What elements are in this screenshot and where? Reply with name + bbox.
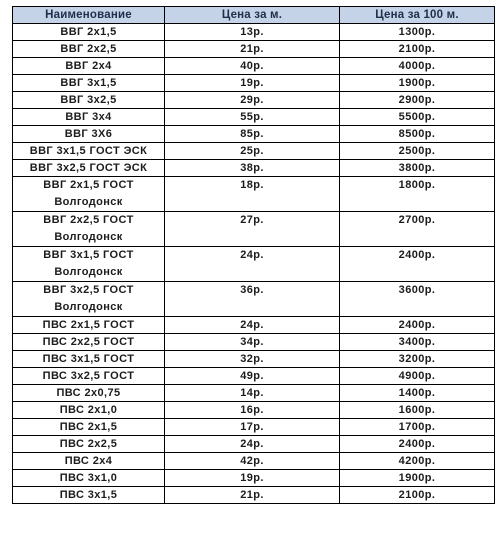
product-name-cell: ВВГ 3х2,5 [13, 92, 165, 109]
table-row [13, 453, 495, 470]
table-row [13, 24, 495, 41]
price-per-m-cell: 27р. [165, 212, 340, 247]
product-name-cell: ВВГ 3х1,5 [13, 75, 165, 92]
price-per-m-cell: 21р. [165, 487, 340, 504]
price-per-m-cell: 85р. [165, 126, 340, 143]
product-name-cell: ПВС 3х1,0 [13, 470, 165, 487]
header-row [13, 7, 495, 24]
table-row [13, 92, 495, 109]
product-name-cell: ВВГ 2х2,5 [13, 41, 165, 58]
price-per-100m-cell: 3200р. [340, 351, 495, 368]
product-name-cell: ВВГ 3х4 [13, 109, 165, 126]
table-row [13, 317, 495, 334]
price-per-m-cell: 36р. [165, 282, 340, 317]
product-name-cell: ПВС 3х1,5 ГОСТ [13, 351, 165, 368]
header-price-per-100m: Цена за 100 м. [340, 7, 495, 24]
table-row [13, 177, 495, 212]
product-name-cell: ВВГ 3х1,5 ГОСТ ЭСК [13, 143, 165, 160]
price-per-m-cell: 24р. [165, 436, 340, 453]
price-per-100m-cell: 2900р. [340, 92, 495, 109]
table-row [13, 58, 495, 75]
table-row [13, 419, 495, 436]
price-per-m-cell: 14р. [165, 385, 340, 402]
price-per-m-cell: 17р. [165, 419, 340, 436]
product-name-cell: ПВС 2х4 [13, 453, 165, 470]
price-per-100m-cell: 4000р. [340, 58, 495, 75]
product-name-cell: ВВГ 3х1,5 ГОСТ Волгодонск [13, 247, 165, 282]
product-name-cell: ВВГ 3х2,5 ГОСТ ЭСК [13, 160, 165, 177]
price-per-m-cell: 19р. [165, 75, 340, 92]
price-per-m-cell: 16р. [165, 402, 340, 419]
product-name-cell: ВВГ 2х1,5 [13, 24, 165, 41]
price-per-m-cell: 25р. [165, 143, 340, 160]
price-per-100m-cell: 1300р. [340, 24, 495, 41]
product-name-cell: ПВС 2х1,0 [13, 402, 165, 419]
price-per-100m-cell: 1700р. [340, 419, 495, 436]
price-per-100m-cell: 5500р. [340, 109, 495, 126]
table-row [13, 109, 495, 126]
price-per-100m-cell: 4900р. [340, 368, 495, 385]
product-name-cell: ВВГ 2х2,5 ГОСТ Волгодонск [13, 212, 165, 247]
price-per-m-cell: 40р. [165, 58, 340, 75]
price-per-m-cell: 24р. [165, 247, 340, 282]
table-row [13, 212, 495, 247]
table-row [13, 143, 495, 160]
price-per-100m-cell: 2400р. [340, 247, 495, 282]
table-row [13, 334, 495, 351]
product-name-cell: ПВС 2х0,75 [13, 385, 165, 402]
price-per-m-cell: 29р. [165, 92, 340, 109]
table-row [13, 160, 495, 177]
product-name-cell: ВВГ 3х2,5 ГОСТ Волгодонск [13, 282, 165, 317]
price-list-sheet [12, 6, 494, 504]
price-per-100m-cell: 1900р. [340, 470, 495, 487]
price-per-m-cell: 19р. [165, 470, 340, 487]
price-per-m-cell: 55р. [165, 109, 340, 126]
price-per-100m-cell: 1800р. [340, 177, 495, 212]
price-per-m-cell: 34р. [165, 334, 340, 351]
price-per-m-cell: 24р. [165, 317, 340, 334]
price-per-m-cell: 49р. [165, 368, 340, 385]
product-name-cell: ПВС 2х2,5 ГОСТ [13, 334, 165, 351]
header-price-per-m: Цена за м. [165, 7, 340, 24]
price-per-100m-cell: 2500р. [340, 143, 495, 160]
product-name-cell: ПВС 2х1,5 ГОСТ [13, 317, 165, 334]
table-row [13, 436, 495, 453]
price-per-100m-cell: 2700р. [340, 212, 495, 247]
table-row [13, 368, 495, 385]
product-name-cell: ПВС 2х2,5 [13, 436, 165, 453]
table-row [13, 351, 495, 368]
price-per-100m-cell: 1400р. [340, 385, 495, 402]
table-body [13, 24, 495, 504]
price-per-100m-cell: 1600р. [340, 402, 495, 419]
price-per-100m-cell: 2400р. [340, 317, 495, 334]
product-name-cell: ПВС 3х2,5 ГОСТ [13, 368, 165, 385]
price-per-100m-cell: 2400р. [340, 436, 495, 453]
price-per-100m-cell: 8500р. [340, 126, 495, 143]
price-per-100m-cell: 1900р. [340, 75, 495, 92]
table-row [13, 487, 495, 504]
table-row [13, 402, 495, 419]
product-name-cell: ВВГ 2х4 [13, 58, 165, 75]
table-row [13, 470, 495, 487]
price-per-100m-cell: 3600р. [340, 282, 495, 317]
table-row [13, 126, 495, 143]
product-name-cell: ВВГ 3Х6 [13, 126, 165, 143]
price-per-m-cell: 32р. [165, 351, 340, 368]
table-row [13, 282, 495, 317]
price-table [12, 6, 495, 504]
table-row [13, 41, 495, 58]
price-per-100m-cell: 3800р. [340, 160, 495, 177]
product-name-cell: ПВС 2х1,5 [13, 419, 165, 436]
price-per-100m-cell: 2100р. [340, 487, 495, 504]
price-per-m-cell: 18р. [165, 177, 340, 212]
table-row [13, 385, 495, 402]
price-per-100m-cell: 4200р. [340, 453, 495, 470]
price-per-m-cell: 42р. [165, 453, 340, 470]
product-name-cell: ВВГ 2х1,5 ГОСТ Волгодонск [13, 177, 165, 212]
table-row [13, 247, 495, 282]
price-per-100m-cell: 2100р. [340, 41, 495, 58]
price-per-m-cell: 38р. [165, 160, 340, 177]
price-per-100m-cell: 3400р. [340, 334, 495, 351]
product-name-cell: ПВС 3х1,5 [13, 487, 165, 504]
header-name: Наименование [13, 7, 165, 24]
price-per-m-cell: 13р. [165, 24, 340, 41]
price-per-m-cell: 21р. [165, 41, 340, 58]
table-row [13, 75, 495, 92]
